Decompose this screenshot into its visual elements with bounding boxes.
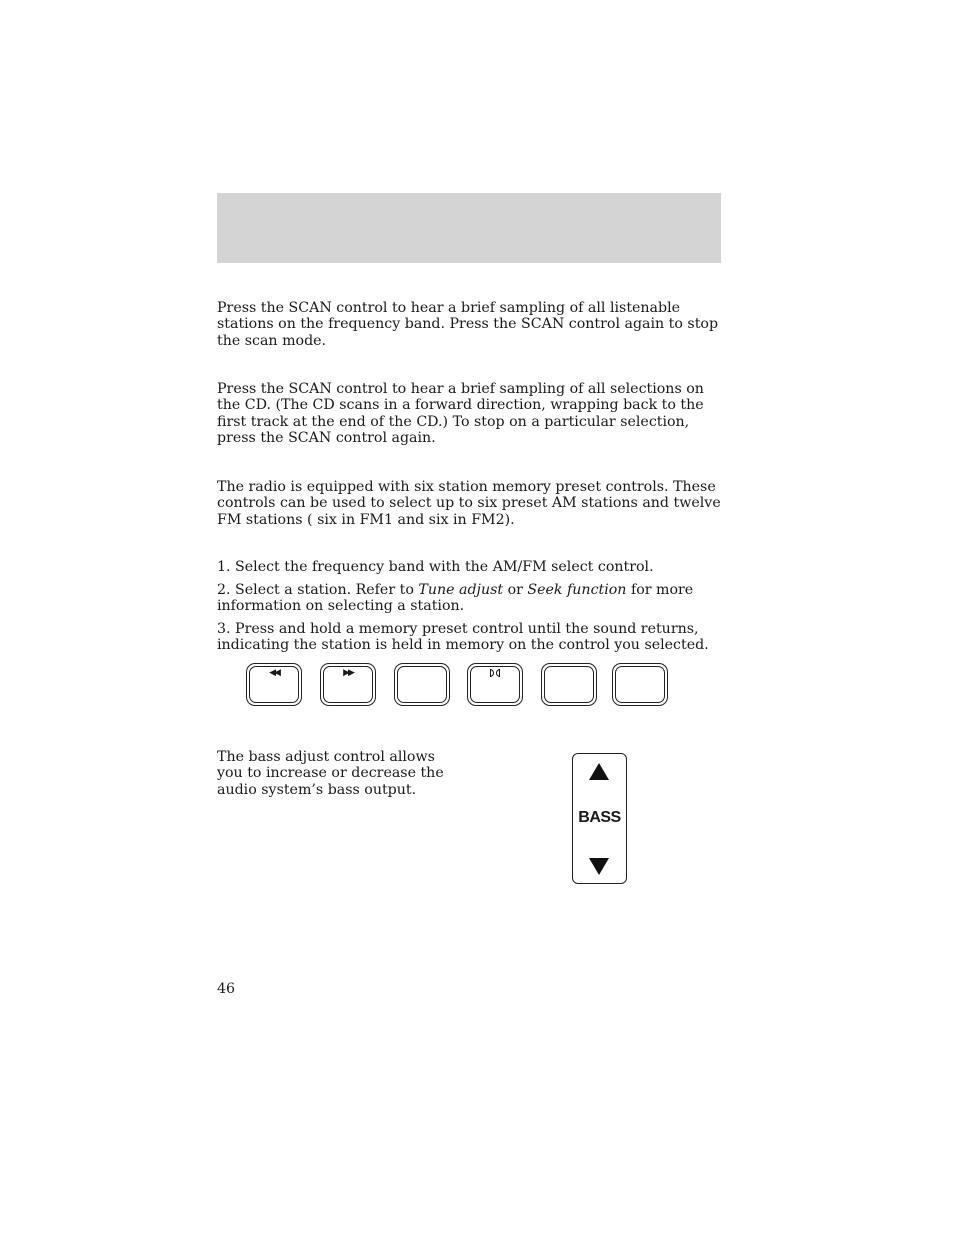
step-2-prefix: 2. Select a station. Refer to: [217, 582, 419, 598]
bass-paragraph: The bass adjust control allows you to increase or decrease the audio system’s bass output.: [217, 749, 444, 798]
seek-function-ref: Seek function: [527, 582, 627, 598]
preset-button-6[interactable]: [612, 663, 668, 706]
bass-label: BASS: [578, 809, 621, 826]
step-3: 3. Press and hold a memory preset control until the sound returns, indicating the station is held in memory on the control you selected.: [217, 621, 709, 654]
rewind-icon: ◀◀: [269, 668, 279, 678]
up-arrow-icon[interactable]: [589, 763, 609, 780]
step-2-suffix: for more information on selecting a station.: [217, 582, 694, 615]
preset-button-5[interactable]: [541, 663, 597, 706]
preset-controls-illustration: [246, 663, 676, 711]
bass-control[interactable]: [572, 753, 627, 884]
section-header-band: [217, 193, 721, 263]
preset-button-4[interactable]: [467, 663, 523, 706]
tune-adjust-ref: Tune adjust: [418, 582, 504, 598]
scan-radio-paragraph: Press the SCAN control to hear a brief sampling of all listenable stations on the frequency band. Press the SCAN control again to stop the scan mode.: [217, 300, 719, 349]
page-number: 46: [217, 981, 236, 997]
preset-button-3[interactable]: [394, 663, 450, 706]
step-2-or: or: [503, 582, 528, 598]
step-2: [217, 582, 722, 615]
step-1: 1. Select the frequency band with the AM/FM select control.: [217, 559, 654, 575]
fast-forward-icon: ▶▶: [343, 668, 353, 678]
preset-button-1[interactable]: [246, 663, 302, 706]
presets-intro-paragraph: The radio is equipped with six station memory preset controls. These controls can be used to select up to six preset AM stations and twelve FM stations ( six in FM1 and six in FM2).: [217, 479, 721, 528]
preset-button-2[interactable]: [320, 663, 376, 706]
dolby-icon: [468, 668, 522, 679]
scan-cd-paragraph: Press the SCAN control to hear a brief sampling of all selections on the CD. (The CD scans in a forward direction, wrapping back to the first track at the end of the CD.) To stop on a particular selection, press the SCAN control again.: [217, 381, 704, 447]
down-arrow-icon[interactable]: [589, 858, 609, 875]
